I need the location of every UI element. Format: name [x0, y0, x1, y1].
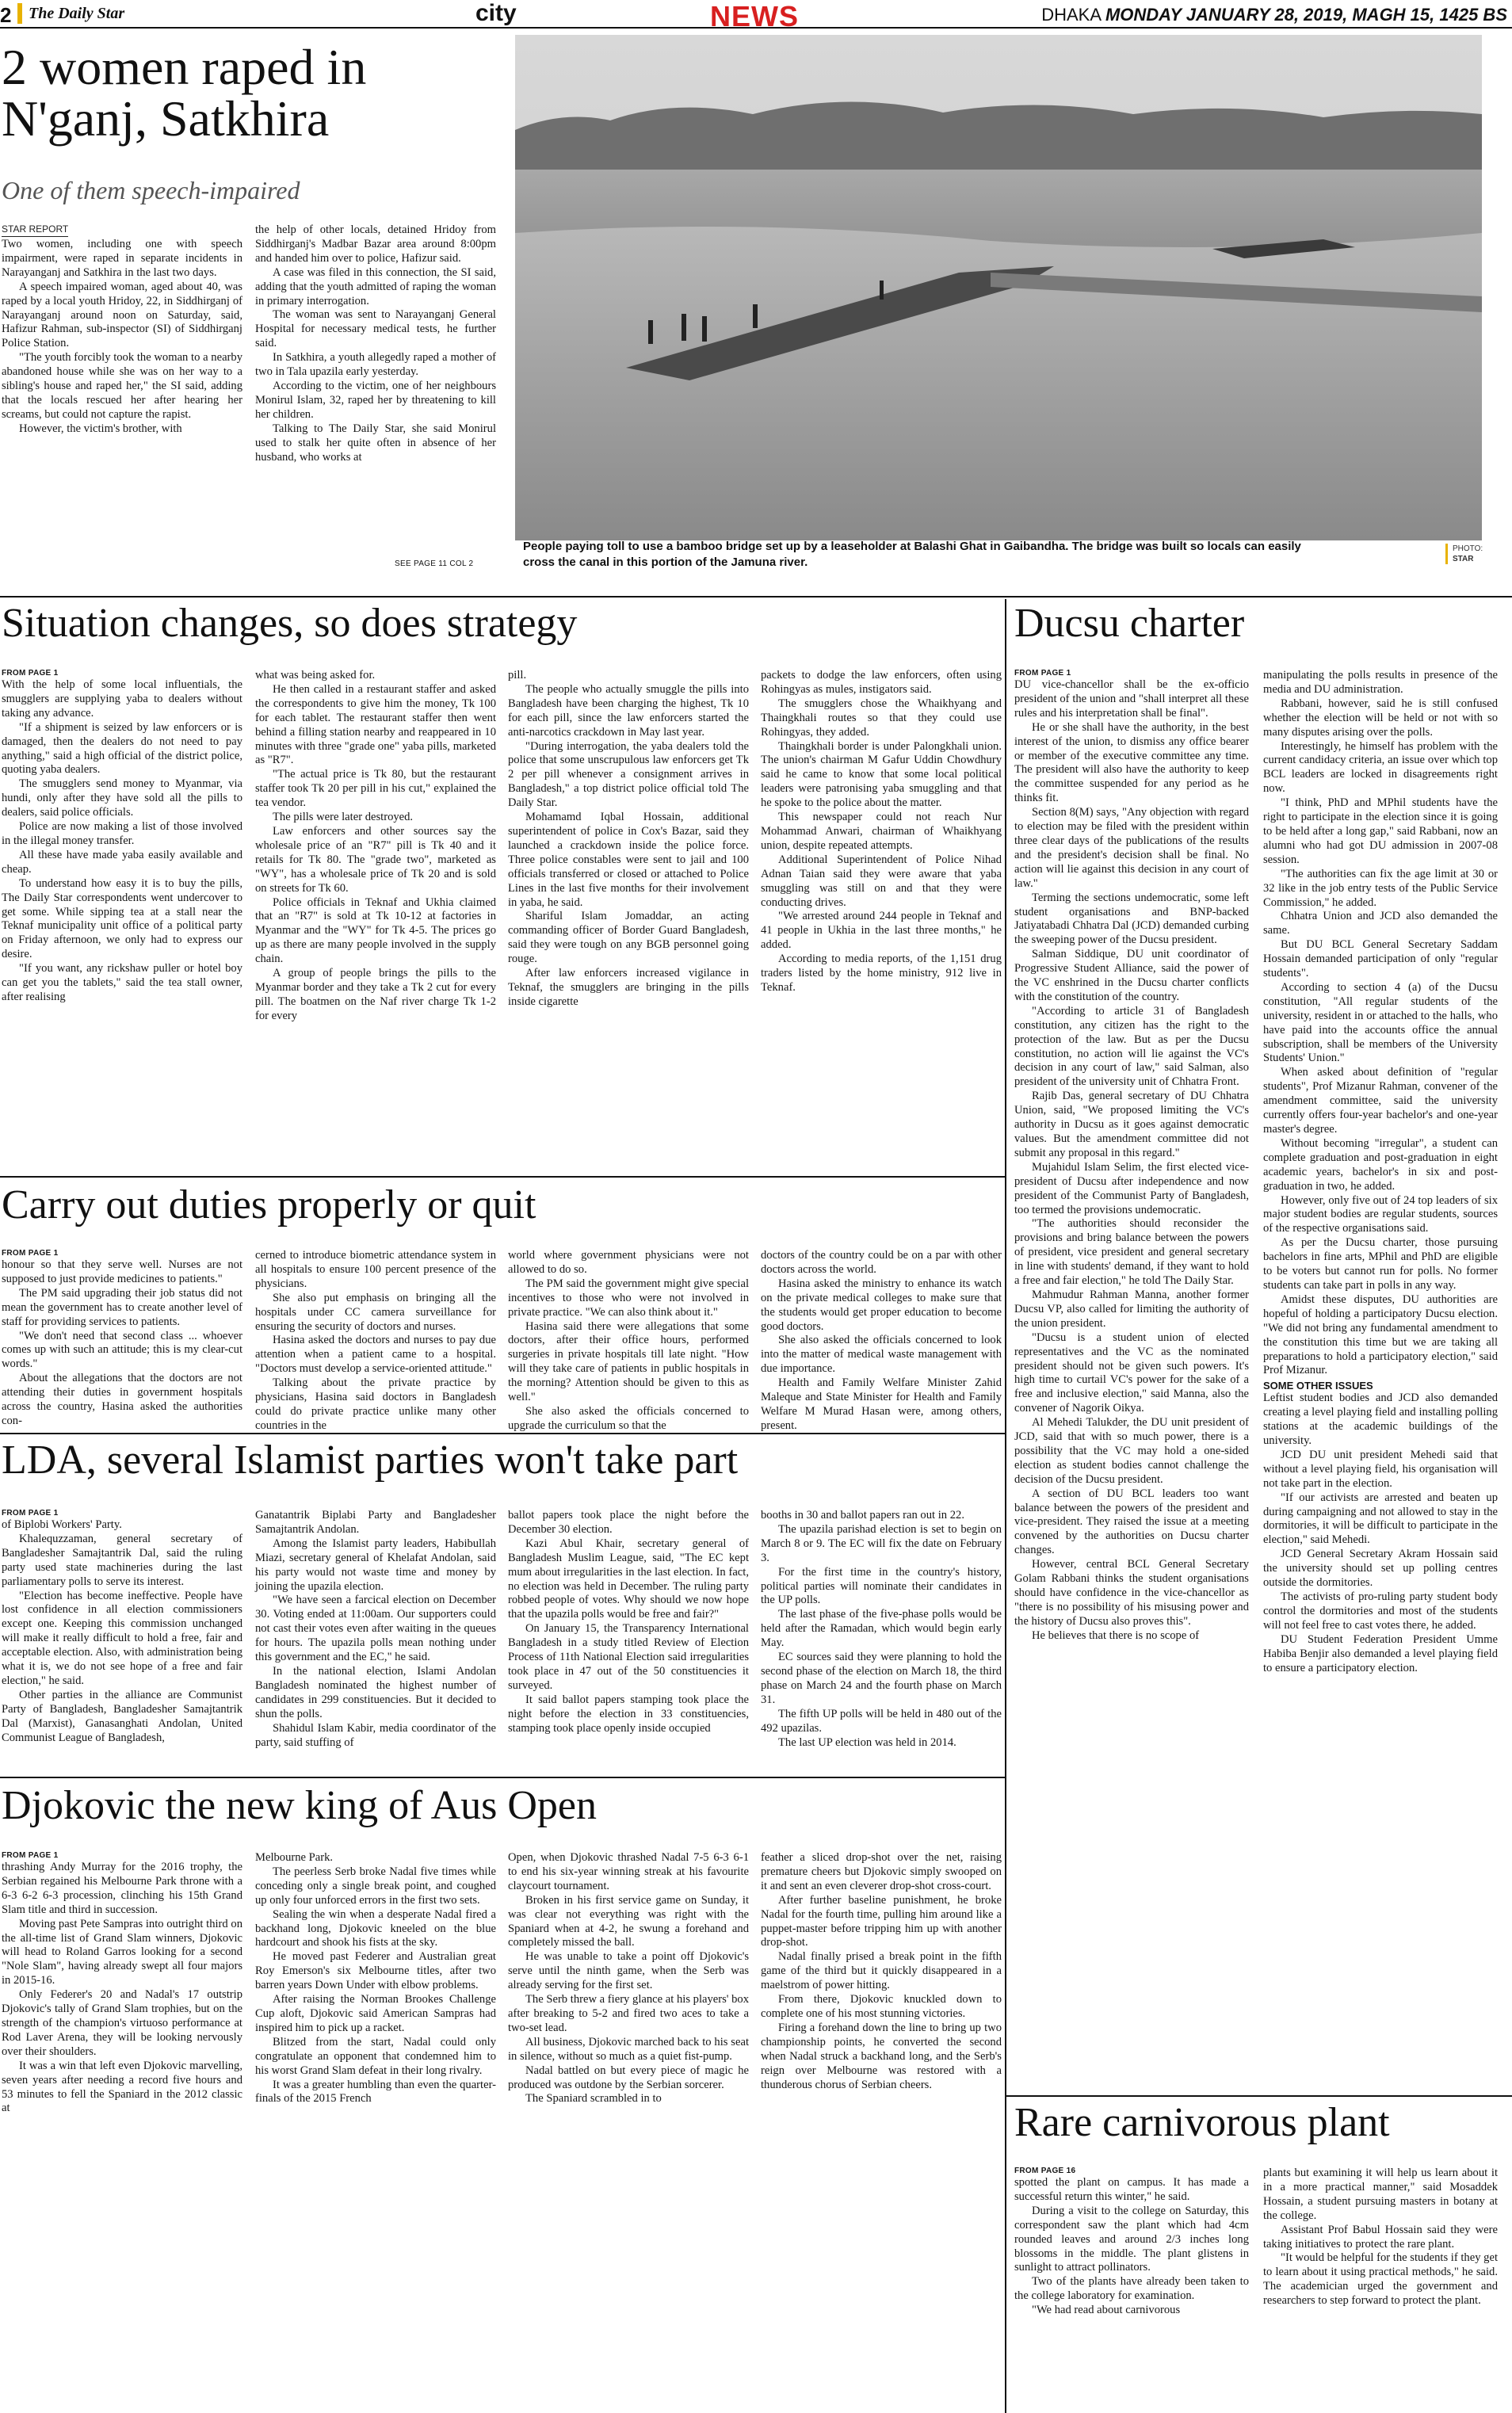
dateline-city: DHAKA [1041, 5, 1101, 25]
section-name: city [475, 0, 517, 26]
lda-col-2-text [255, 1509, 496, 1750]
duties-col-3 [508, 1249, 749, 1432]
paragraph: The Spaniard scrambled in to [525, 2092, 662, 2106]
paragraph: A section of DU BCL leaders too want balance between the powers of the president and vice-president. They raised the issue at a meeting convened by the authorities on Ducsu charter changes. [1014, 1487, 1249, 1557]
paragraph: A speech impaired woman, aged about 40, was raped by a local youth Hridoy, 22, in Siddhirganj of Narayanganj around noon on Saturday, said, Hafizur Rahman, sub-inspector (SI) of Siddhirganj Police Station. [2, 280, 242, 350]
paragraph: Section 8(M) says, "Any objection with regard to election may be filed with the president within three clear days of the publications of the results and the president's decision shall be final. No action will lie against this decision in any court of law." [1014, 806, 1249, 890]
paragraph: Thaingkhali border is under Palongkhali union. The union's chairman M Gafur Uddin Chowdhury said he came to know that some local political leaders were patronising yaba smuggling and that he spoke to the police about the matter. [761, 739, 1002, 810]
paragraph: All business, Djokovic marched back to his seat in silence, without so much as a quiet fist-pump. [508, 2035, 749, 2063]
paragraph: After law enforcers increased vigilance in Teknaf, the smugglers are bringing in the pills inside cigarette [508, 967, 749, 1008]
paragraph: "The youth forcibly took the woman to a nearby abandoned house while she was on her way to a sibling's house and raped her," the SI said, adding that the locals rescued her after hearing her screams, but could not capture the rapist. [2, 351, 242, 421]
paragraph: However, only five out of 24 top leaders of six major student bodies are regular students, sources of the respective organisations said. [1263, 1193, 1498, 1235]
paragraph: Health and Family Welfare Minister Zahid Maleque and State Minister for Health and Family Welfare M Murad Hasan were, among others, present. [761, 1376, 1002, 1432]
paragraph: About the allegations that the doctors are not attending their duties in government hospitals across the country, Hasina asked the authorities con- [2, 1372, 242, 1427]
paragraph: He moved past Federer and Australian great Roy Emerson's six Melbourne titles, after two barren years Down Under with elbow problems. [255, 1950, 496, 1992]
paragraph: In the national election, Islami Andolan Bangladesh nominated the highest number of candidates in 299 constituencies. But it decided to shun the polls. [255, 1664, 496, 1720]
paragraph: The PM said upgrading their job status did not mean the government has to create another level of staff for providing services to patients. [2, 1286, 242, 1328]
paragraph: The last phase of the five-phase polls would be held after the Ramadan, which would begin early May. [761, 1608, 1002, 1650]
paragraph: "If a shipment is seized by law enforcers or is damaged, then the dealers do not need to pay anything," said a high official of the district police, quoting yaba dealers. [2, 720, 242, 777]
situation-col-4-text [761, 669, 1002, 995]
paragraph: All these have made yaba easily available and cheap. [2, 848, 242, 876]
paragraph: Shahidul Islam Kabir, media coordinator of the party, said stuffing of [255, 1721, 496, 1749]
paragraph: Terming the sections undemocratic, some left student organisations and BNP-backed Jatiyatabadi Chhatra Dal (JCD) demanded curbing the sweeping power of the Ducsu president. [1014, 891, 1249, 947]
paragraph: cerned to introduce biometric attendance system in all hospitals to ensure 100 percent presence of the physicians. [255, 1249, 496, 1290]
paragraph: "We had read about carnivorous [1032, 2304, 1181, 2317]
paragraph: Blitzed from the start, Nadal could only congratulate an opponent that condemned him to his worst Grand Slam defeat in their long rivalry. [255, 2035, 496, 2077]
paragraph: After further baseline punishment, he broke Nadal for the fourth time, pulling him around like a puppet-master before tripping him up with another drop-shot. [761, 1893, 1002, 1949]
djokovic-col-2-text [255, 1851, 496, 2106]
masthead-accent-bar [17, 3, 22, 24]
paragraph: DU Student Federation President Umme Habiba Benjir also demanded a level playing field to ensure a participatory election. [1263, 1632, 1498, 1674]
paragraph: Leftist student bodies and JCD also demanded creating a level playing field and installing polling stations at the academic buildings of the university. [1263, 1392, 1498, 1448]
photo-credit-name: STAR [1453, 555, 1474, 563]
continued-rape: SEE PAGE 11 COL 2 [395, 559, 474, 568]
paragraph: Broken in his first service game on Sunday, it was clear not everything was right with the Spaniard when at 4-2, he swung a forehand and completely missed the ball. [508, 1893, 749, 1949]
djokovic-col-3-text [508, 1851, 749, 2106]
paragraph: packets to dodge the law enforcers, often using Rohingyas as mules, instigators said. [761, 669, 1002, 696]
from-page-situation: FROM PAGE 1 [2, 669, 59, 678]
paragraph: Rajib Das, general secretary of DU Chhatra Union, said, "We proposed limiting the VC's authority in Ducsu as it goes against democratic values. But the amendment committee did not submit any proposal in this regard." [1014, 1090, 1249, 1159]
paragraph: He was unable to take a point off Djokovic's serve until the ninth game, when the Serb was already serving for the first set. [508, 1950, 749, 1992]
paragraph: Interestingly, he himself has problem with the current candidacy criteria, an issue over which top BCL leaders are locked in disagreements right now. [1263, 739, 1498, 796]
djokovic-col-2 [255, 1851, 496, 2406]
paragraph: JCD General Secretary Akram Hossain said the university should set up polling centres outside the dormitories. [1263, 1548, 1498, 1590]
paragraph: honour so that they serve well. Nurses are not supposed to just provide medicines to patients." [2, 1258, 242, 1285]
paper-name: The Daily Star [29, 5, 125, 22]
paragraph: Nadal battled on but every piece of magic he produced was outdone by the Serbian sorcerer. [508, 2064, 749, 2091]
divider-ducsu [1006, 2095, 1512, 2097]
paragraph: of Biplobi Workers' Party. [2, 1518, 122, 1531]
situation-col-4 [761, 669, 1002, 1171]
paragraph: Without becoming "irregular", a student can complete graduation and post-graduation in eight academic years, bachelor's in six and post-graduation in two, he added. [1263, 1136, 1498, 1193]
paragraph: The peerless Serb broke Nadal five times while conceding only a single break point, and coughed up only four unforced errors in the first two sets. [255, 1865, 496, 1907]
paragraph: Khalequzzaman, general secretary of Bangladesher Samajtantrik Dal, said the ruling party used state machineries during the last parliamentary polls to serve its interest. [2, 1532, 242, 1588]
rape-col-1 [2, 238, 242, 571]
paragraph: "During interrogation, the yaba dealers told the police that some unscrupulous law enforcers get Tk 2 per pill whenever a consignment arrives in Bangladesh," a top district police official told The Daily Star. [508, 739, 749, 810]
djokovic-col-4-text [761, 1851, 1002, 2092]
paragraph: Mujahidul Islam Selim, the first elected vice-president of Ducsu after independence and now president of the Communist Party of Bangladesh, too termed the provisions undemocratic. [1014, 1160, 1249, 1216]
paragraph: During a visit to the college on Saturday, this correspondent saw the plant which had 4cm rounded leaves and around 2/3 inches long blossoms in the middle. The plant glistens in sunlight to attract pollinators. [1014, 2204, 1249, 2274]
paragraph: For the first time in the country's history, political parties will nominate their candidates in the UP polls. [761, 1565, 1002, 1607]
paragraph: Police are now making a list of those involved in the illegal money transfer. [2, 820, 242, 847]
paragraph: Assistant Prof Babul Hossain said they were taking initiatives to protect the rare plant. [1263, 2223, 1498, 2251]
paragraph: "If you want, any rickshaw puller or hotel boy can get you the tablets," said the tea stall owner, after realising [2, 962, 242, 1003]
headline-rape: 2 women raped in N'ganj, Satkhira [2, 39, 367, 147]
paragraph: The last UP election was held in 2014. [778, 1735, 956, 1749]
paragraph: However, the victim's brother, with [19, 422, 182, 435]
paragraph: Law enforcers and other sources say the wholesale price of an "R7" pill is Tk 40 and it retails for Tk 80. The "grade two", marketed as "WY", has a wholesale price of Tk 20 and is sold on streets for Tk 60. [255, 824, 496, 895]
paragraph: Mohamamd Iqbal Hossain, additional superintendent of police in Cox's Bazar, said they launched a crackdown inside the police force. Three police constables were sent to jail and 100 officials transferred or closed or attached to Police Lines in the last five months for their involvement in yaba, he said. [508, 811, 749, 909]
paragraph: Among the Islamist party leaders, Habibullah Miazi, secretary general of Khelafat Andolan, said his party would not waste time and money by joining the upazila election. [255, 1537, 496, 1593]
paragraph: feather a sliced drop-shot over the net, raising premature cheers but Djokovic simply swooped on it and sent an even cleverer drop-shot cross-court. [761, 1851, 1002, 1892]
paragraph: "The authorities can fix the age limit at 30 or 32 like in the job entry tests of the Public Service Commission," he added. [1263, 867, 1498, 909]
headline-duties: Carry out duties properly or quit [2, 1182, 536, 1227]
ducsu-col-2b-text [1263, 1392, 1498, 1675]
paragraph: The upazila parishad election is set to begin on March 8 or 9. The EC will fix the date on February 3. [761, 1522, 1002, 1564]
paragraph: doctors of the country could be on a par with other doctors across the world. [761, 1249, 1002, 1276]
photo-credit-label: PHOTO: [1453, 544, 1483, 553]
lda-col-3 [508, 1509, 749, 1762]
situation-col-2 [255, 669, 496, 1171]
paragraph: The people who actually smuggle the pills into Bangladesh have been charging the highest, Tk 10 for each pill, since the law enforcers started the anti-narcotics crackdown in May last year. [508, 682, 749, 739]
paragraph: manipulating the polls results in presence of the media and DU administration. [1263, 669, 1498, 696]
lda-col-2 [255, 1509, 496, 1762]
ducsu-col-2-text [1263, 669, 1498, 1378]
paragraph: The smugglers send money to Myanmar, via hundi, only after they have sold all the pills to dealers, said police officials. [2, 777, 242, 819]
paragraph: JCD DU unit president Mehedi said that without a level playing field, his organisation will not take part in the election. [1263, 1448, 1498, 1490]
paragraph: "According to article 31 of Bangladesh constitution, any citizen has the right to the protection of the law. But as per the Ducsu constitution, no action will lie against the VC's decision in any court of law," said Salman, also president of the university unit of Chhatra Front. [1014, 1004, 1249, 1089]
paragraph: This newspaper could not reach Nur Mohammad Anwari, chairman of Whaikhyang union, despite repeated attempts. [761, 811, 1002, 852]
paragraph: According to media reports, of the 1,151 drug traders listed by the home ministry, 912 live in Teknaf. [761, 953, 1002, 994]
divider-situation [0, 1176, 1005, 1178]
paragraph: The woman was sent to Narayanganj General Hospital for necessary medical tests, he further said. [255, 308, 496, 350]
rape-col-1-text [2, 238, 242, 437]
page-number: 2 [0, 3, 12, 27]
paragraph: world where government physicians were not allowed to do so. [508, 1249, 749, 1276]
paragraph: On January 15, the Transparency International Bangladesh in a study titled Review of Election Process of 11th National Election said irregularities took place in 47 out of the 50 constituencies it surveyed. [508, 1622, 749, 1692]
paragraph: Shariful Islam Jomaddar, an acting commanding officer of Border Guard Bangladesh, said they were tough on any BGB personnel going rouge. [508, 910, 749, 966]
ducsu-col-1-text [1014, 678, 1249, 1644]
situation-col-1-text [2, 678, 242, 1005]
paragraph: "It would be helpful for the students if they get to learn about it using practical methods," he said. The academician urged the government and researchers to step forward to protect the plant. [1263, 2251, 1498, 2308]
duties-col-4 [761, 1249, 1002, 1432]
paragraph: "If our activists are arrested and beaten up during campaigning and not allowed to stay in the dormitories, it will be difficult to participate in the election," said Mehedi. [1263, 1491, 1498, 1547]
paragraph: It was a win that left even Djokovic marvelling, seven years after needing a record five hours and 53 minutes to fell the Spaniard in the 2012 classic at [2, 2059, 242, 2115]
paragraph: Ganatantrik Biplabi Party and Bangladesher Samajtantrik Andolan. [255, 1509, 496, 1536]
paragraph: Two women, including one with speech impairment, were raped in separate incidents in Narayanganj and Satkhira in the last two days. [2, 238, 242, 279]
paragraph: EC sources said they were planning to hold the second phase of the election on March 18, the third phase on March 24 and the fourth phase on March 31. [761, 1651, 1002, 1706]
lda-col-4 [761, 1509, 1002, 1762]
paragraph: But DU BCL General Secretary Saddam Hossain demanded participation of only "regular students". [1263, 938, 1498, 980]
duties-col-3-text [508, 1249, 749, 1434]
situation-col-1 [2, 669, 242, 1171]
paragraph: After raising the Norman Brookes Challenge Cup aloft, Djokovic said American Sampras had inspired him to pick up a racket. [255, 1993, 496, 2034]
paragraph: However, central BCL General Secretary Golam Rabbani thinks the student organisations should have confidence in the vice-chancellor as "there is no possibility of his misusing power and the history of Ducsu also proves this". [1014, 1558, 1249, 1628]
paragraph: Hasina asked the ministry to enhance its watch on the private medical colleges to make sure that the students would get proper education to become good doctors. [761, 1277, 1002, 1333]
ducsu-subsection: SOME OTHER ISSUES [1263, 1380, 1373, 1392]
from-page-ducsu: FROM PAGE 1 [1014, 669, 1071, 678]
paragraph: The smugglers chose the Whaikhyang and Thaingkhali routes so that they could use Rohingyas, they added. [761, 697, 1002, 739]
paragraph: Talking about the private practice by physicians, Hasina said doctors in Bangladesh could do private practice unlike many other countries in the [255, 1376, 496, 1432]
duties-col-2 [255, 1249, 496, 1432]
divider-lda [0, 1777, 1005, 1778]
paragraph: "The actual price is Tk 80, but the restaurant staffer took Tk 20 per pill in his cut," explained the tea vendor. [255, 768, 496, 810]
headline-situation: Situation changes, so does strategy [2, 601, 578, 646]
paragraph: She also asked the officials concerned to upgrade the curriculum so that the [508, 1404, 749, 1432]
duties-col-2-text [255, 1249, 496, 1434]
from-page-djokovic: FROM PAGE 1 [2, 1851, 59, 1860]
paragraph: The pills were later destroyed. [273, 811, 414, 824]
rape-col-2 [255, 223, 496, 556]
paragraph: Salman Siddique, DU unit coordinator of Progressive Student Alliance, said the power of the VC enshrined in the Ducsu charter conflicts with the constitution of the country. [1014, 948, 1249, 1003]
paragraph: She also asked the officials concerned to look into the matter of medical waste management with due importance. [761, 1334, 1002, 1376]
djokovic-col-3 [508, 1851, 749, 2406]
paragraph: As per the Ducsu charter, those pursuing bachelors in fine arts, MPhil and PhD are eligible to be voters but cannot run for polls. No former students can take part in polls in any way. [1263, 1236, 1498, 1292]
divider-vertical [1005, 599, 1006, 2413]
divider-top [0, 596, 1512, 598]
paragraph: A group of people brings the pills to the Myanmar border and they take a Tk 2 cut for every pill. The boatmen on the Naf river charge Tk 1-2 for every [255, 967, 496, 1022]
paragraph: The Serb threw a fiery glance at his players' box after breaking to 5-2 and fired two aces to take a two-set lead. [508, 1993, 749, 2034]
paragraph: "We have seen a farcical election on December 30. Voting ended at 11:00am. Our supporters could not cast their votes even after waiting in the queues for hours. The upazila polls mean nothing under this government and the EC," he said. [255, 1594, 496, 1664]
dateline-date: MONDAY JANUARY 28, 2019, [1105, 5, 1348, 25]
paragraph: The fifth UP polls will be held in 480 out of the 492 upazilas. [761, 1707, 1002, 1735]
paragraph: Hasina said there were allegations that some doctors, after their office hours, performed surgeries in private hospitals till late night. "How will they take care of patients in public hospitals in the morning? Attention should be given to this as well." [508, 1319, 749, 1404]
paragraph: DU vice-chancellor shall be the ex-officio president of the union and "shall interpret all these rules and his interpretation shall be final". [1014, 678, 1249, 720]
paragraph: spotted the plant on campus. It has made a successful return this winter," he said. [1014, 2176, 1249, 2203]
from-page-plant: FROM PAGE 16 [1014, 2167, 1076, 2175]
paragraph: Moving past Pete Sampras into outright third on the all-time list of Grand Slam winners, Djokovic will head to Roland Garros looking for a second "Nole Slam", having already swept all four majors in 2015-16. [2, 1917, 242, 1987]
subhead-rape: One of them speech-impaired [2, 176, 300, 204]
headline-plant: Rare carnivorous plant [1014, 2100, 1390, 2145]
paragraph: He believes that there is no scope of [1032, 1628, 1200, 1642]
paragraph: "Ducsu is a student union of elected representatives and the VC as the nominated president should not be given such powers. It's high time to curtail VC's power for the sake of a free and inclusive election," said Manna, also the convener of Nagorik Oikya. [1014, 1331, 1249, 1415]
lda-col-4-text [761, 1509, 1002, 1750]
paragraph: Al Mehedi Talukder, the DU unit president of JCD, said that with so much power, there is a possibility that the VC may hold a one-sided election as student bodies cannot challenge the decision of the Ducsu president. [1014, 1416, 1249, 1486]
paragraph: He or she shall have the authority, in the best interest of the union, to dismiss any office bearer or member of the executive committee any time. The president will also have the authority to keep the committee suspended for any period as he thinks fit. [1014, 720, 1249, 805]
photo-credit [1445, 544, 1483, 564]
paragraph: He then called in a restaurant staffer and asked the correspondents to give him the money, Tk 100 for each tablet. The restaurant staffer then went behind a filling station nearby and reappeared in 10 minutes with three "grade one" yaba pills, marketed as "R7". [255, 682, 496, 767]
paragraph: Only Federer's 20 and Nadal's 17 outstrip Djokovic's tally of Grand Slam trophies, but on the strength of the champion's virtuoso performance at Rod Laver Arena, they will be looking nervously over their shoulders. [2, 1988, 242, 2058]
paragraph: thrashing Andy Murray for the 2016 trophy, the Serbian regained his Melbourne Park throne with a 6-3 6-2 6-3 procession, clinching his 15th Grand Slam title and third in succession. [2, 1861, 242, 1916]
paragraph: A case was filed in this connection, the SI said, adding that the youth admitted of raping the woman in primary interrogation. [255, 265, 496, 307]
paragraph: plants but examining it will help us learn about it in a more practical manner," said Mosaddek Hossain, a student pursuing masters in botany at the college. [1263, 2167, 1498, 2222]
paragraph: With the help of some local influentials, the smugglers are supplying yaba to dealers without taking any advance. [2, 678, 242, 720]
paragraph: "Election has become ineffective. People have lost confidence in all election commissioners except one. Keeping this commission unchanged will make it really difficult to hold a free, fair and acceptable election. Also, with administration being what it is, we do not see hope of a free and fair election," he said. [2, 1589, 242, 1687]
paragraph: what was being asked for. [255, 669, 376, 682]
paragraph: In Satkhira, a youth allegedly raped a mother of two in Tala upazila early yesterday. [255, 351, 496, 379]
lda-col-1 [2, 1509, 242, 1762]
djokovic-col-1-text [2, 1861, 242, 2116]
masthead [0, 0, 1512, 32]
paragraph: "We arrested around 244 people in Teknaf and 41 people in Ukhia in the last three months," he added. [761, 910, 1002, 952]
rape-col-2-text [255, 223, 496, 464]
lda-col-3-text [508, 1509, 749, 1736]
paragraph: Police officials in Teknaf and Ukhia claimed that an "R7" is sold at Tk 10-12 at factories in Myanmar and the "WY" for Tk 4-5. The prices go up as there are many people involved in the supply chain. [255, 895, 496, 966]
paragraph: From there, Djokovic knuckled down to complete one of his most stunning victories. [761, 1993, 1002, 2020]
photo-caption: People paying toll to use a bamboo bridge set up by a leaseholder at Balashi Ghat in Gaibandha. The bridge was built so locals can easily cross the canal in this portion of the Jamuna river. [523, 540, 1301, 569]
paragraph: According to section 4 (a) of the Ducsu constitution, "All regular students of the university, resident in or attached to the halls, who have paid into the accounts office the annual subscription, shall be members of the University Students' Union." [1263, 980, 1498, 1065]
plant-col-1-text [1014, 2176, 1249, 2318]
paragraph: Firing a forehand down the line to bring up two championship points, he converted the second when Nadal struck a backhand long, and the Serb's reign over Melbourne was restored with a thunderous chorus of Serbian cheers. [761, 2021, 1002, 2091]
paragraph: booths in 30 and ballot papers ran out in 22. [761, 1509, 964, 1521]
dateline-bangla-date: MAGH 15, 1425 BS [1352, 5, 1507, 25]
ducsu-col-2 [1263, 669, 1498, 2087]
paragraph: She also put emphasis on bringing all the hospitals under CC camera surveillance for ensuring the security of doctors and nurses. [255, 1291, 496, 1333]
paragraph: pill. [508, 669, 527, 682]
paragraph: Mahmudur Rahman Manna, another former Ducsu VP, also called for limiting the authority of the union president. [1014, 1288, 1249, 1330]
paragraph: Rabbani, however, said he is still confused whether the election will be held or not with so many disputes arising over the polls. [1263, 697, 1498, 739]
plant-col-2-text [1263, 2167, 1498, 2308]
headline-djokovic: Djokovic the new king of Aus Open [2, 1783, 598, 1828]
paragraph: Two of the plants have already been taken to the college laboratory for examination. [1014, 2275, 1249, 2303]
paragraph: Hasina asked the doctors and nurses to pay due attention when a patient came to a hospital. "Doctors must develop a service-oriented attitude." [255, 1334, 496, 1376]
ducsu-col-1 [1014, 669, 1249, 2087]
divider-duties [0, 1433, 1005, 1434]
paragraph: Other parties in the alliance are Communist Party of Bangladesh, Bangladesher Samajtantrik Dal (Marxist), Ganasanghati Andolan, United Communist League of Bangladesh, [2, 1688, 242, 1744]
paragraph: Additional Superintendent of Police Nihad Adnan Taian said they were aware that yaba smuggling was still on and that they were conducting drives. [761, 853, 1002, 909]
duties-col-4-text [761, 1249, 1002, 1434]
paragraph: It was a greater humbling than even the quarter-finals of the 2015 French [255, 2078, 496, 2106]
paragraph: Open, when Djokovic thrashed Nadal 7-5 6-3 6-1 to end his six-year winning streak at his favourite claycourt tournament. [508, 1851, 749, 1892]
paragraph: Sealing the win when a desperate Nadal fired a backhand long, Djokovic kneeled on the blue hardcourt and shook his fists at the sky. [255, 1907, 496, 1949]
paragraph: The PM said the government might give special incentives to those who were not involved in private practice. "We can also think about it." [508, 1277, 749, 1319]
paragraph: "I think, PhD and MPhil students have the right to participate in the election since it is going to be held after a long gap," said Rabbani, now an alumni who had got DU admission in 2007-08 session. [1263, 796, 1498, 866]
paragraph: When asked about definition of "regular students", Prof Mizanur Rahman, convener of the amendment committee, said the university currently offers four-year bachelor's and one-year master's degree. [1263, 1066, 1498, 1136]
paragraph: Melbourne Park. [255, 1851, 334, 1864]
section-banner: NEWS [710, 0, 799, 32]
djokovic-col-4 [761, 1851, 1002, 2406]
paragraph: The activists of pro-ruling party student body control the dormitories and most of the students will not feel free to cast votes there, he added. [1263, 1590, 1498, 1632]
lead-photo [515, 35, 1482, 540]
dateline [1041, 5, 1507, 25]
situation-col-3-text [508, 669, 749, 1010]
situation-col-2-text [255, 669, 496, 1024]
paragraph: According to the victim, one of her neighbours Monirul Islam, 32, raped her by threatening to kill her children. [255, 379, 496, 421]
paragraph: It said ballot papers stamping took place the night before the election in 33 constituencies, stamping took place openly inside occupied [508, 1693, 749, 1735]
byline-rape: STAR REPORT [2, 223, 68, 237]
paragraph: Kazi Abul Khair, secretary general of Bangladesh Muslim League, said, "The EC kept mum about irregularities in the last election. In fact, no election was held in December. The ruling party robbed people of votes. Why should we now hope that the upazila polls would be free and fair?" [508, 1537, 749, 1621]
plant-col-2 [1263, 2167, 1498, 2409]
paragraph: "The authorities should reconsider the provisions and bring balance between the powers of president, vice president and general secretary in line with students' demand, if they want to hold a free and fair election," he told The Daily Star. [1014, 1217, 1249, 1288]
headline-lda: LDA, several Islamist parties won't take part [2, 1437, 739, 1483]
lda-col-1-text [2, 1518, 242, 1746]
paragraph: the help of other locals, detained Hridoy from Siddhirganj's Madbar Bazar area around 8:00pm and handed him over to police, Hafizur said. [255, 223, 496, 265]
situation-col-3 [508, 669, 749, 1171]
from-page-lda: FROM PAGE 1 [2, 1509, 59, 1518]
from-page-duties: FROM PAGE 1 [2, 1249, 59, 1258]
paragraph: ballot papers took place the night before the December 30 election. [508, 1509, 749, 1536]
paragraph: Talking to The Daily Star, she said Monirul used to stalk her quite often in absence of her husband, who works at [255, 422, 496, 464]
paragraph: Chhatra Union and JCD also demanded the same. [1263, 910, 1498, 937]
paragraph: "We don't need that second class ... whoever comes up with such an attitude; this is my clear-cut words." [2, 1329, 242, 1371]
duties-col-1-text [2, 1258, 242, 1429]
lead-photo-image [515, 35, 1482, 540]
paragraph: To understand how easy it is to buy the pills, The Daily Star correspondents went undercover to get some. While sipping tea at a stall near the Teknaf municipality unit office of a political party on Friday afternoon, we only had to express our desire. [2, 876, 242, 961]
djokovic-col-1 [2, 1851, 242, 2406]
duties-col-1 [2, 1249, 242, 1425]
paragraph: Nadal finally prised a break point in the fifth game of the third but it quickly disappeared in a maelstrom of power hitting. [761, 1950, 1002, 1992]
headline-ducsu: Ducsu charter [1014, 601, 1245, 646]
paragraph: Amidst these disputes, DU authorities are hopeful of holding a participatory Ducsu election. "We did not bring any fundamental amendment to the constitution this time but we are taking all preparations to hold a participatory election," said Prof Mizanur. [1263, 1292, 1498, 1377]
plant-col-1 [1014, 2167, 1249, 2409]
